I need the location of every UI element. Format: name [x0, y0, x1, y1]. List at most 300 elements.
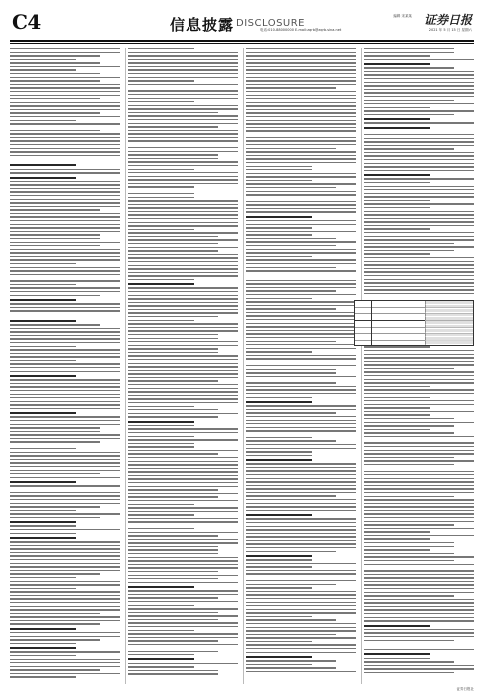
text-line — [364, 159, 474, 160]
text-line — [246, 120, 356, 121]
text-line — [246, 224, 356, 225]
text-line — [364, 264, 474, 265]
text-line — [10, 495, 120, 496]
text-line — [10, 609, 120, 610]
text-line — [10, 227, 120, 228]
text-line — [10, 473, 100, 474]
text-line — [128, 578, 218, 579]
text-line — [364, 450, 474, 451]
text-line — [10, 169, 120, 170]
text-line — [246, 671, 356, 672]
text-line — [246, 506, 356, 507]
text-line — [364, 268, 474, 269]
text-line — [364, 48, 454, 49]
text-line — [246, 301, 356, 302]
text-line — [10, 659, 120, 660]
text-line — [246, 437, 312, 438]
text-line — [246, 430, 356, 431]
text-line — [246, 208, 356, 209]
text-line — [128, 622, 238, 623]
text-line — [246, 412, 336, 413]
text-line — [246, 376, 356, 377]
text-line — [128, 137, 238, 138]
text-line — [246, 73, 356, 74]
text-line — [246, 547, 356, 548]
text-line — [364, 661, 454, 662]
text-line — [246, 382, 336, 383]
text-line — [128, 380, 218, 381]
text-line — [10, 331, 120, 332]
text-line — [128, 557, 238, 558]
text-line — [10, 548, 120, 549]
text-line — [246, 62, 356, 63]
text-line — [10, 151, 120, 152]
text-column-4 — [364, 48, 474, 684]
text-line — [128, 214, 238, 215]
text-line — [128, 73, 238, 74]
text-line — [10, 438, 120, 439]
text-line — [128, 409, 218, 410]
text-line — [364, 261, 474, 262]
text-line — [364, 584, 474, 585]
text-line — [364, 163, 474, 164]
text-line — [128, 612, 218, 613]
text-line — [128, 493, 238, 494]
text-line — [364, 166, 474, 167]
text-line — [10, 499, 120, 500]
text-line — [246, 559, 312, 560]
text-line — [128, 254, 238, 255]
text-line — [10, 401, 120, 402]
text-line — [128, 312, 238, 313]
text-line — [10, 84, 120, 85]
text-line — [364, 225, 474, 226]
text-line — [128, 416, 218, 417]
text-line — [246, 612, 356, 613]
text-line — [128, 608, 238, 609]
text-line — [10, 408, 120, 409]
text-line — [246, 623, 356, 624]
text-line — [10, 199, 120, 200]
text-line — [128, 457, 238, 458]
text-line — [128, 222, 238, 223]
text-line — [246, 518, 356, 519]
text-line — [128, 105, 238, 106]
text-line — [364, 371, 474, 372]
text-column-3 — [246, 48, 356, 684]
text-line — [10, 563, 120, 564]
text-line — [246, 77, 356, 78]
text-line — [364, 411, 474, 412]
text-line — [10, 598, 120, 599]
text-line — [364, 513, 474, 514]
text-line — [246, 187, 336, 188]
text-line — [364, 207, 430, 208]
text-line — [246, 591, 356, 592]
text-line — [246, 308, 336, 309]
text-line — [246, 536, 356, 537]
text-line — [128, 673, 218, 674]
text-line — [10, 80, 100, 81]
section-title-cn: 信息披露 — [170, 16, 235, 34]
text-line — [128, 229, 194, 230]
text-line — [364, 524, 454, 525]
text-line — [128, 140, 238, 141]
text-line — [10, 87, 120, 88]
text-line — [364, 574, 474, 575]
text-line — [364, 564, 474, 565]
text-line — [364, 89, 474, 90]
text-line — [246, 148, 336, 149]
text-line — [246, 256, 312, 257]
text-line — [128, 275, 238, 276]
text-line — [246, 522, 356, 523]
text-line — [364, 432, 454, 433]
text-line — [246, 155, 356, 156]
text-line — [246, 337, 356, 338]
text-line — [10, 492, 120, 493]
text-line — [128, 243, 218, 244]
text-line — [364, 442, 474, 443]
text-line — [10, 541, 120, 542]
text-line — [246, 369, 336, 370]
text-line — [128, 370, 238, 371]
text-line — [128, 108, 238, 109]
text-line — [10, 73, 100, 74]
text-line — [128, 535, 218, 536]
text-line — [364, 418, 454, 419]
text-line — [246, 602, 356, 603]
text-line — [128, 637, 238, 638]
text-line — [10, 588, 76, 589]
text-line — [364, 152, 474, 153]
text-line — [128, 101, 194, 102]
text-line — [10, 397, 120, 398]
text-line — [128, 211, 238, 212]
text-line — [128, 654, 194, 655]
text-line — [128, 549, 218, 550]
text-line — [128, 295, 238, 296]
text-line — [128, 670, 218, 671]
text-line — [128, 355, 238, 356]
column-divider — [125, 48, 126, 684]
text-line — [364, 55, 430, 56]
text-line — [128, 94, 238, 95]
text-line — [364, 393, 474, 394]
text-line — [246, 372, 336, 373]
text-line — [128, 305, 238, 306]
text-line — [246, 660, 336, 661]
text-line — [246, 259, 356, 260]
data-table — [354, 300, 474, 346]
text-line — [364, 182, 430, 183]
text-line — [246, 478, 356, 479]
text-line — [246, 423, 356, 424]
text-line — [364, 560, 454, 561]
text-line — [128, 373, 238, 374]
text-line — [128, 186, 194, 187]
text-line — [246, 397, 312, 398]
text-line — [128, 446, 194, 447]
text-line — [10, 98, 100, 99]
text-line — [364, 100, 454, 101]
text-line — [364, 211, 474, 212]
text-line — [364, 141, 474, 142]
text-line — [246, 123, 356, 124]
text-line — [10, 427, 100, 428]
text-line — [246, 627, 356, 628]
text-line — [246, 263, 356, 264]
text-line — [246, 566, 312, 567]
text-line — [10, 338, 120, 339]
text-line — [128, 406, 194, 407]
text-line — [128, 151, 238, 152]
text-line — [246, 444, 356, 445]
text-line — [10, 424, 120, 425]
text-line — [128, 115, 238, 116]
text-line — [128, 348, 218, 349]
date-line: 2021 年 5 月 15 日 星期六 — [428, 28, 472, 32]
text-line — [246, 183, 356, 184]
text-column-1 — [10, 48, 120, 684]
text-line — [364, 429, 430, 430]
text-line — [364, 668, 474, 669]
text-line — [246, 216, 312, 218]
text-line — [10, 164, 76, 166]
text-line — [246, 194, 356, 195]
text-line — [10, 102, 120, 103]
text-line — [246, 290, 336, 291]
text-line — [364, 658, 430, 659]
text-line — [10, 213, 120, 214]
text-line — [128, 471, 238, 472]
text-line — [10, 581, 120, 582]
text-line — [10, 379, 120, 380]
text-line — [364, 350, 474, 351]
text-line — [246, 448, 356, 449]
text-line — [128, 112, 218, 113]
text-line — [128, 425, 194, 426]
header-rule — [10, 40, 474, 42]
text-line — [10, 95, 120, 96]
text-line — [246, 283, 356, 284]
text-line — [364, 414, 430, 415]
text-line — [10, 220, 120, 221]
text-line — [10, 613, 100, 614]
text-line — [246, 634, 336, 635]
text-line — [128, 261, 238, 262]
text-line — [246, 644, 356, 645]
text-line — [128, 80, 194, 81]
text-line — [128, 468, 238, 469]
text-line — [128, 511, 238, 512]
text-line — [364, 257, 474, 258]
text-line — [246, 158, 356, 159]
text-line — [128, 663, 238, 664]
text-line — [10, 506, 100, 507]
text-line — [364, 221, 474, 222]
text-line — [364, 110, 474, 111]
text-line — [246, 191, 356, 192]
text-line — [10, 591, 120, 592]
text-line — [128, 62, 238, 63]
text-line — [128, 334, 218, 335]
text-line — [364, 577, 474, 578]
text-line — [128, 154, 218, 155]
text-line — [128, 398, 238, 399]
text-line — [364, 63, 430, 65]
text-line — [128, 377, 238, 378]
column-divider — [361, 48, 362, 684]
text-line — [10, 537, 76, 539]
text-line — [246, 341, 336, 342]
text-line — [10, 620, 120, 621]
text-line — [10, 383, 120, 384]
text-line — [128, 176, 238, 177]
text-column-2 — [128, 48, 238, 684]
text-line — [364, 155, 474, 156]
text-line — [128, 119, 238, 120]
text-line — [246, 420, 356, 421]
text-line — [10, 224, 120, 225]
text-line — [246, 637, 356, 638]
text-line — [246, 348, 356, 349]
text-line — [246, 563, 356, 564]
text-line — [246, 470, 356, 471]
text-line — [128, 320, 194, 321]
text-line — [246, 641, 312, 642]
text-line — [246, 59, 356, 60]
text-line — [246, 55, 356, 56]
text-line — [364, 453, 474, 454]
text-line — [246, 80, 356, 81]
text-line — [246, 91, 356, 92]
text-line — [246, 543, 356, 544]
text-line — [10, 105, 120, 106]
text-line — [10, 669, 100, 670]
text-line — [10, 462, 120, 463]
text-line — [10, 577, 76, 578]
text-line — [128, 496, 218, 497]
text-line — [128, 158, 218, 159]
text-line — [10, 545, 120, 546]
text-line — [128, 330, 238, 331]
text-line — [128, 594, 238, 595]
text-line — [364, 236, 474, 237]
text-line — [128, 601, 238, 602]
text-line — [364, 397, 430, 398]
text-line — [364, 636, 474, 637]
text-line — [246, 459, 312, 461]
text-line — [364, 625, 430, 627]
text-line — [364, 496, 454, 497]
footer-note: 证券日报社 — [456, 687, 474, 691]
text-line — [246, 305, 356, 306]
text-line — [364, 404, 474, 405]
text-line — [364, 246, 474, 247]
text-line — [128, 564, 238, 565]
text-line — [10, 209, 100, 210]
text-line — [364, 553, 454, 554]
text-line — [128, 287, 238, 288]
text-line — [10, 284, 76, 285]
text-line — [246, 492, 356, 493]
text-line — [128, 147, 238, 148]
text-line — [246, 137, 356, 138]
text-line — [364, 499, 474, 500]
text-line — [246, 609, 356, 610]
text-line — [128, 586, 194, 588]
editor-line: 编辑 宋某某 — [393, 14, 412, 18]
article-columns — [10, 48, 474, 688]
text-line — [246, 451, 312, 452]
text-line — [128, 518, 238, 519]
text-line — [364, 503, 474, 504]
text-line — [10, 259, 120, 260]
text-line — [246, 130, 356, 131]
text-line — [364, 364, 474, 365]
text-line — [246, 351, 312, 352]
text-line — [246, 389, 356, 390]
text-line — [364, 672, 454, 673]
text-line — [364, 549, 430, 550]
text-line — [128, 478, 238, 479]
text-line — [128, 200, 238, 201]
text-line — [10, 452, 120, 453]
text-line — [246, 510, 356, 511]
text-line — [246, 580, 356, 581]
text-line — [246, 180, 312, 181]
text-line — [128, 218, 238, 219]
text-line — [246, 488, 356, 489]
text-line — [128, 658, 194, 660]
text-line — [128, 291, 238, 292]
text-line — [10, 252, 120, 253]
text-line — [364, 375, 474, 376]
text-line — [128, 327, 238, 328]
text-line — [10, 639, 100, 640]
text-line — [364, 122, 474, 123]
text-line — [128, 193, 194, 194]
text-line — [10, 655, 76, 656]
text-line — [364, 271, 474, 272]
text-line — [246, 270, 356, 271]
text-line — [128, 197, 194, 198]
text-line — [364, 275, 474, 276]
text-line — [246, 116, 356, 117]
text-line — [10, 256, 120, 257]
text-line — [128, 48, 194, 49]
text-line — [128, 461, 238, 462]
text-line — [364, 617, 474, 618]
text-line — [246, 69, 356, 70]
text-line — [10, 521, 76, 523]
text-line — [10, 342, 120, 343]
text-line — [10, 676, 76, 677]
text-line — [364, 107, 430, 108]
text-line — [246, 294, 356, 295]
text-line — [364, 474, 474, 475]
text-line — [364, 286, 474, 287]
text-line — [128, 507, 238, 508]
text-line — [246, 463, 356, 464]
text-line — [128, 161, 238, 162]
text-line — [10, 280, 120, 281]
text-line — [364, 422, 474, 423]
text-line — [364, 203, 474, 204]
text-line — [128, 183, 238, 184]
text-line — [364, 521, 474, 522]
